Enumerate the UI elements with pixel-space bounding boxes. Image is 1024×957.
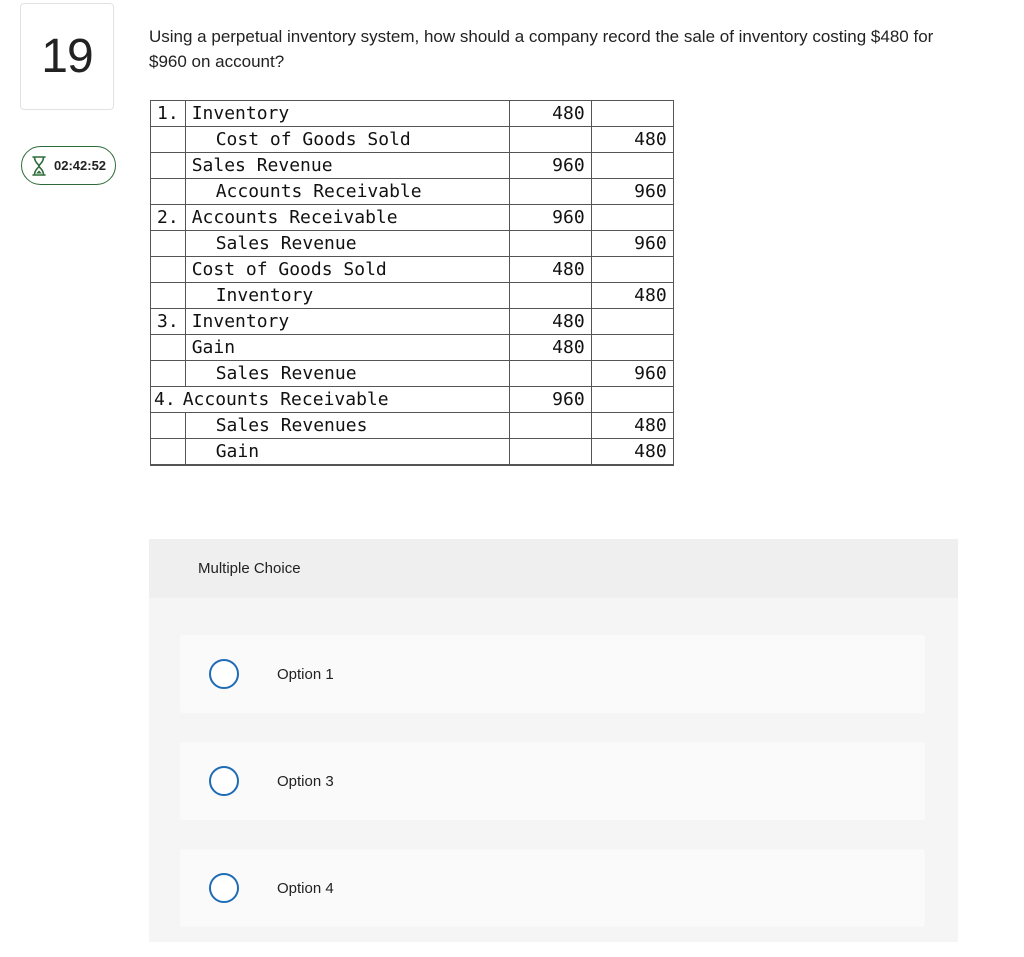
- entry-number: [151, 283, 186, 309]
- hourglass-icon: [31, 155, 47, 177]
- journal-row: [151, 127, 674, 153]
- journal-row: [151, 205, 674, 231]
- entry-number: 4.: [154, 389, 176, 410]
- option-label: Option 3: [277, 772, 334, 790]
- journal-row: [151, 309, 674, 335]
- credit-amount: 480: [591, 439, 673, 465]
- account-name: Cost of Goods Sold: [215, 129, 411, 150]
- journal-account-cell: [151, 387, 510, 413]
- entry-number: [151, 179, 186, 205]
- option-4[interactable]: [180, 849, 925, 927]
- debit-amount: [509, 283, 591, 309]
- debit-amount: [509, 439, 591, 465]
- journal-account-cell: [185, 361, 509, 387]
- journal-account-cell: [185, 205, 509, 231]
- credit-amount: [591, 309, 673, 335]
- credit-amount: [591, 153, 673, 179]
- debit-amount: [509, 179, 591, 205]
- account-name: Gain: [215, 440, 260, 462]
- journal-row: [151, 257, 674, 283]
- journal-row: [151, 413, 674, 439]
- radio-button[interactable]: [209, 873, 239, 903]
- debit-amount: [509, 231, 591, 257]
- journal-row: [151, 335, 674, 361]
- credit-amount: [591, 205, 673, 231]
- journal-row: [151, 387, 674, 413]
- journal-account-cell: [185, 179, 509, 205]
- entry-number: [151, 439, 186, 465]
- journal-row: [151, 361, 674, 387]
- entry-number: [151, 231, 186, 257]
- debit-amount: [509, 361, 591, 387]
- entry-number: [151, 153, 186, 179]
- credit-amount: 960: [591, 231, 673, 257]
- entry-number: 2.: [151, 205, 186, 231]
- account-name: Accounts Receivable: [191, 207, 398, 228]
- debit-amount: 960: [509, 387, 591, 413]
- multiple-choice-header: Multiple Choice: [149, 539, 958, 598]
- question-number-box: [20, 3, 114, 110]
- account-name: Sales Revenue: [191, 155, 333, 176]
- radio-button[interactable]: [209, 766, 239, 796]
- entry-number: [151, 361, 186, 387]
- credit-amount: 480: [591, 283, 673, 309]
- debit-amount: [509, 413, 591, 439]
- journal-account-cell: [185, 231, 509, 257]
- credit-amount: 480: [591, 127, 673, 153]
- account-name: Sales Revenues: [215, 415, 368, 436]
- credit-amount: [591, 257, 673, 283]
- option-label: Option 1: [277, 665, 334, 683]
- account-name: Inventory: [191, 311, 290, 332]
- account-name: Cost of Goods Sold: [191, 259, 387, 280]
- journal-row: [151, 101, 674, 127]
- journal-account-cell: [185, 257, 509, 283]
- entry-number: [151, 335, 186, 361]
- entry-number: 3.: [151, 309, 186, 335]
- account-name: Sales Revenue: [215, 363, 357, 384]
- account-name: Accounts Receivable: [182, 389, 389, 410]
- journal-entries-table: [150, 100, 674, 466]
- debit-amount: 960: [509, 205, 591, 231]
- option-3[interactable]: [180, 742, 925, 820]
- journal-account-cell: [185, 127, 509, 153]
- journal-row: [151, 179, 674, 205]
- entry-number: 1.: [151, 101, 186, 127]
- multiple-choice-panel: [149, 539, 958, 942]
- credit-amount: [591, 387, 673, 413]
- option-label: Option 4: [277, 879, 334, 897]
- account-name: Sales Revenue: [215, 233, 357, 254]
- journal-account-cell: [185, 101, 509, 127]
- debit-amount: 960: [509, 153, 591, 179]
- options-list: [149, 598, 958, 942]
- credit-amount: [591, 101, 673, 127]
- entry-number: [151, 127, 186, 153]
- journal-row: [151, 283, 674, 309]
- journal-row: [151, 439, 674, 465]
- debit-amount: 480: [509, 335, 591, 361]
- journal-account-cell: [185, 335, 509, 361]
- credit-amount: [591, 335, 673, 361]
- option-1[interactable]: [180, 635, 925, 713]
- question-text: Using a perpetual inventory system, how should a company record the sale of inventory costing $480 for $960 on account?: [149, 27, 934, 71]
- journal-account-cell: [185, 413, 509, 439]
- account-name: Inventory: [215, 285, 314, 306]
- journal-row: [151, 153, 674, 179]
- account-name: Accounts Receivable: [215, 181, 422, 202]
- credit-amount: 960: [591, 179, 673, 205]
- journal-account-cell: [185, 439, 509, 465]
- journal-row: [151, 231, 674, 257]
- account-name: Inventory: [191, 103, 290, 124]
- debit-amount: 480: [509, 101, 591, 127]
- radio-button[interactable]: [209, 659, 239, 689]
- journal-account-cell: [185, 283, 509, 309]
- debit-amount: 480: [509, 257, 591, 283]
- entry-number: [151, 413, 186, 439]
- account-name: Gain: [191, 337, 236, 358]
- question-number: 19: [41, 30, 93, 83]
- timer-badge: [21, 146, 116, 185]
- debit-amount: 480: [509, 309, 591, 335]
- journal-account-cell: [185, 153, 509, 179]
- credit-amount: 480: [591, 413, 673, 439]
- journal-account-cell: [185, 309, 509, 335]
- credit-amount: 960: [591, 361, 673, 387]
- entry-number: [151, 257, 186, 283]
- debit-amount: [509, 127, 591, 153]
- timer-text: 02:42:52: [54, 158, 107, 173]
